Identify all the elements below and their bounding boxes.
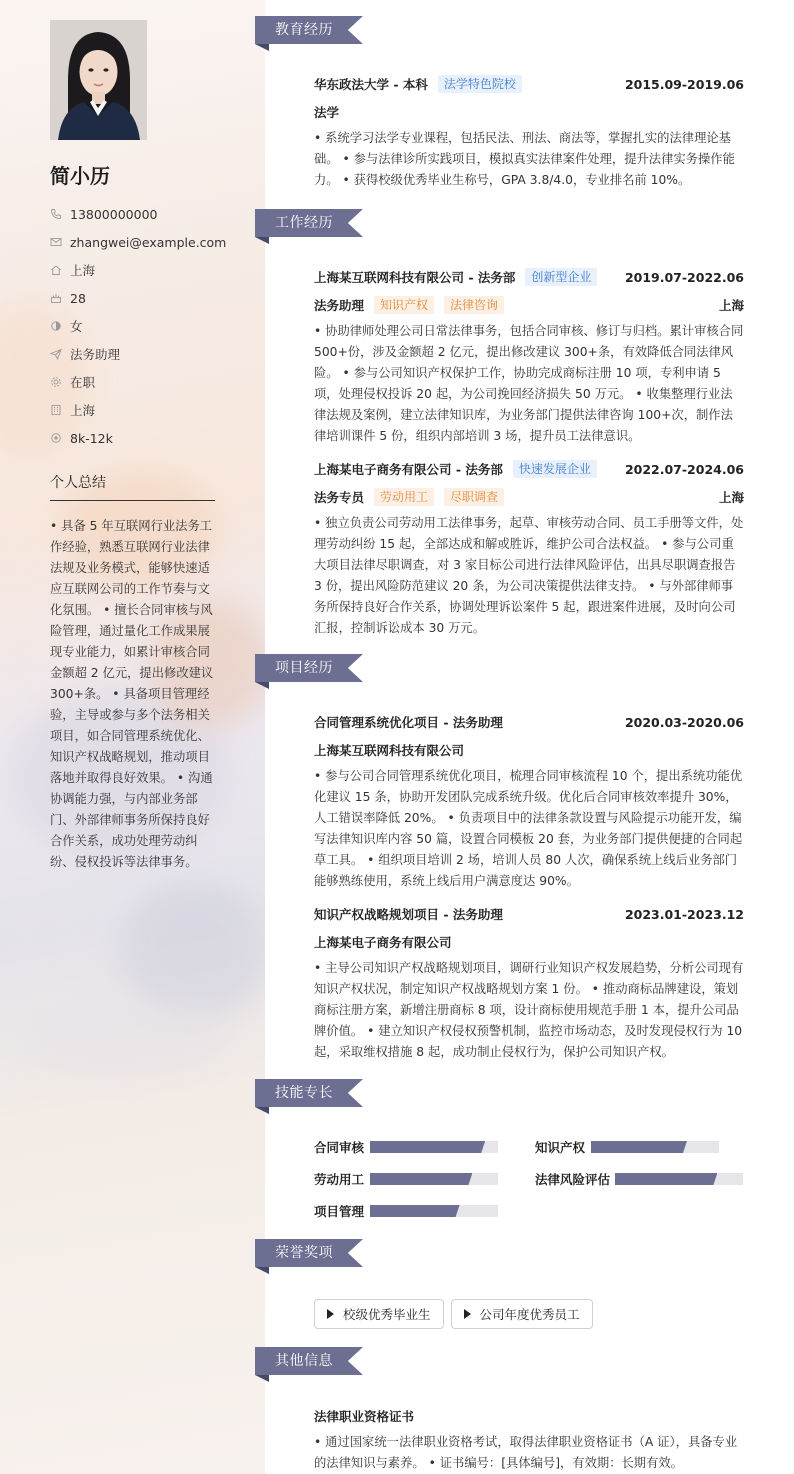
skill-item: [535, 1137, 585, 1157]
certificate-details: • 通过国家统一法律职业资格考试，取得法律职业资格证书（A 证），具备专业的法律知识与素养。 • 证书编号：[具体编号]，有效期：长期有效。: [314, 1435, 738, 1470]
gender-value: 女: [70, 319, 83, 334]
role-tag: 知识产权: [374, 296, 434, 314]
skill-bar-fill: [370, 1173, 472, 1185]
section-projects: [255, 654, 363, 684]
skill-bar-fill: [615, 1173, 717, 1185]
section-title: 荣誉奖项: [275, 1245, 333, 1261]
work-period: 2022.07-2024.06: [624, 461, 744, 477]
company-name: 上海某互联网科技有限公司 - 法务部: [314, 270, 516, 285]
section-other: [255, 1347, 363, 1377]
skill-bar-fill: [370, 1141, 485, 1153]
skill-name: 项目管理: [314, 1204, 365, 1219]
main-content: [255, 0, 794, 1474]
project-details: • 主导公司知识产权战略规划项目，调研行业知识产权发展趋势，分析公司现有知识产权状况，制定知识产权战略规划方案 1 份。 • 推动商标品牌建设，策划商标注册方案，新增注册商标 8 项，设计商标使用规范手册 1 本，提升公司品牌价值。 • 建立知识产权侵权预警机制，监控市场动态，及时发现侵权行为 10 起，采取维权措施 8 起，成功制止侵权行为，保护公司知识产权。: [314, 961, 744, 1059]
section-title: 其他信息: [275, 1353, 333, 1369]
company-tag: 快速发展企业: [513, 460, 597, 478]
status-value: 在职: [70, 375, 96, 390]
section-education: [255, 16, 363, 46]
building-icon: [50, 404, 62, 416]
company-tag: 创新型企业: [525, 268, 597, 286]
section-title: 教育经历: [275, 22, 333, 38]
skill-bar: [591, 1141, 719, 1153]
section-awards: [255, 1239, 363, 1269]
work-city: 上海: [718, 298, 744, 313]
education-details: • 系统学习法学专业课程，包括民法、刑法、商法等，掌握扎实的法律理论基础。 • 参与法律诊所实践项目，模拟真实法律案件处理，提升法律实务操作能力。 • 获得校级优秀毕业生称号，GPA 3.8/4.0，专业排名前 10%。: [314, 131, 735, 187]
company-name: 上海某电子商务有限公司 - 法务部: [314, 462, 503, 477]
project-entry: [314, 904, 744, 1063]
info-location: [50, 256, 226, 284]
education-major: 法学: [314, 105, 340, 120]
expected-city-value: 上海: [70, 403, 96, 418]
award-label: 公司年度优秀员工: [479, 1307, 580, 1322]
job-role: 法务助理: [314, 298, 365, 313]
skill-bar: [370, 1173, 498, 1185]
skill-name: 知识产权: [535, 1140, 586, 1155]
contact-info: [50, 200, 226, 452]
project-details: • 参与公司合同管理系统优化项目，梳理合同审核流程 10 个，提出系统功能优化建议 15 条，协助开发团队完成系统升级。优化后合同审核效率提升 30%，人工错误率降低 20%。 • 负责项目中的法律条款设置与风险提示功能开发，编写法律知识库内容 50 篇，设置合同模板 20 套，为业务部门提供便捷的合同起草工具。 • 组织项目培训 2 场，培训人员 80 人次，确保系统上线后业务部门能够熟练使用，系统上线后用户满意度达 90%。: [314, 769, 743, 888]
salary-value: 8k-12k: [70, 430, 113, 446]
work-city: 上海: [718, 490, 744, 505]
info-position: [50, 340, 226, 368]
skill-bar: [370, 1205, 498, 1217]
project-org: 上海某互联网科技有限公司: [314, 743, 465, 758]
role-tag: 劳动用工: [374, 488, 434, 506]
sidebar: [0, 0, 265, 1474]
skill-name: 劳动用工: [314, 1172, 365, 1187]
work-entry: [314, 459, 744, 639]
section-title: 项目经历: [275, 660, 333, 676]
skill-bar: [370, 1141, 498, 1153]
other-entry: [314, 1406, 744, 1474]
info-salary: [50, 424, 226, 452]
play-icon: [464, 1309, 471, 1319]
work-details: • 独立负责公司劳动用工法律事务，起草、审核劳动合同、员工手册等文件，处理劳动纠纷 15 起，全部达成和解或胜诉，维护公司合法权益。 • 参与公司重大项目法律尽职调查，对 3 家目标公司进行法律风险评估，出具尽职调查报告 3 份，提出风险防范建议 20 条，为公司决策提供法律支持。 • 与外部律师事务所保持良好合作关系，协调处理诉讼案件 5 起，跟进案件进展，及时向公司汇报，控制诉讼成本 30 万元。: [314, 516, 744, 635]
info-age: [50, 284, 226, 312]
work-period: 2019.07-2022.06: [624, 269, 744, 285]
skill-item: [314, 1201, 364, 1221]
info-status: [50, 368, 226, 396]
age-value: 28: [70, 290, 86, 306]
location-value: 上海: [70, 263, 96, 278]
project-title: 知识产权战略规划项目 - 法务助理: [314, 907, 503, 922]
project-period: 2023.01-2023.12: [624, 906, 744, 922]
award-item[interactable]: [451, 1299, 593, 1329]
profile-photo: [50, 20, 147, 140]
award-item[interactable]: [314, 1299, 444, 1329]
info-email: [50, 228, 226, 256]
work-entry: [314, 267, 744, 447]
education-period: 2015.09-2019.06: [624, 76, 744, 92]
role-tag: 尽职调查: [444, 488, 504, 506]
school-tag: 法学特色院校: [438, 75, 522, 93]
award-label: 校级优秀毕业生: [343, 1307, 431, 1322]
section-work: [255, 209, 363, 239]
award-list: [314, 1299, 600, 1329]
skill-bar-fill: [370, 1205, 460, 1217]
target-icon: [50, 432, 62, 444]
info-phone: [50, 200, 226, 228]
cake-icon: [50, 292, 62, 304]
job-role: 法务专员: [314, 490, 365, 505]
skill-item: [314, 1137, 364, 1157]
skill-name: 法律风险评估: [535, 1172, 611, 1187]
skill-bar: [615, 1173, 743, 1185]
skill-name: 合同审核: [314, 1140, 365, 1155]
section-title: 技能专长: [275, 1085, 333, 1101]
section-skills: [255, 1079, 363, 1109]
info-expected-city: [50, 396, 226, 424]
work-details: • 协助律师处理公司日常法律事务，包括合同审核、修订与归档。累计审核合同 500+份，涉及金额超 2 亿元，提出修改建议 300+条，有效降低合同法律风险。 • 参与公司知识产权保护工作，协助完成商标注册 10 项，专利申请 5 项，处理侵权投诉 20 起，为公司挽回经济损失 50 万元。 • 收集整理行业法律法规及案例，建立法律知识库，为业务部门提供法律咨询 100+次，制作法律培训课件 5 份，组织内部培训 3 场，提升员工法律意识。: [314, 324, 744, 443]
section-title: 工作经历: [275, 215, 333, 231]
project-period: 2020.03-2020.06: [624, 714, 744, 730]
education-entry: [314, 74, 744, 191]
home-icon: [50, 264, 62, 276]
skill-item: [314, 1169, 364, 1189]
certificate-title: 法律职业资格证书: [314, 1409, 415, 1424]
gear-icon: [50, 376, 62, 388]
candidate-name: 简小历: [50, 164, 110, 188]
summary-title: 个人总结: [50, 472, 215, 501]
school-name: 华东政法大学 - 本科: [314, 77, 428, 92]
position-value: 法务助理: [70, 347, 121, 362]
phone-value: 13800000000: [70, 206, 158, 222]
summary-text: • 具备 5 年互联网行业法务工作经验，熟悉互联网行业法律法规及业务模式，能够快速适应互联网公司的工作节奏与文化氛围。 • 擅长合同审核与风险管理，通过量化工作成果展现专业能力，如累计审核合同金额超 2 亿元，提出修改建议 300+条。 • 具备项目管理经验，主导或参与多个法务相关项目，如合同管理系统优化、知识产权战略规划，推动项目落地并取得良好效果。 • 沟通协调能力强，与内部业务部门、外部律师事务所保持良好合作关系，成功处理劳动纠纷、侵权投诉等法律事务。: [50, 519, 214, 869]
gender-icon: [50, 320, 62, 332]
project-entry: [314, 712, 744, 892]
info-gender: [50, 312, 226, 340]
email-value: zhangwei@example.com: [70, 234, 227, 250]
skill-bar-fill: [591, 1141, 687, 1153]
play-icon: [327, 1309, 334, 1319]
project-title: 合同管理系统优化项目 - 法务助理: [314, 715, 503, 730]
send-icon: [50, 348, 62, 360]
role-tag: 法律咨询: [444, 296, 504, 314]
phone-icon: [50, 208, 62, 220]
project-org: 上海某电子商务有限公司: [314, 935, 452, 950]
mail-icon: [50, 236, 62, 248]
skill-item: [535, 1169, 610, 1189]
